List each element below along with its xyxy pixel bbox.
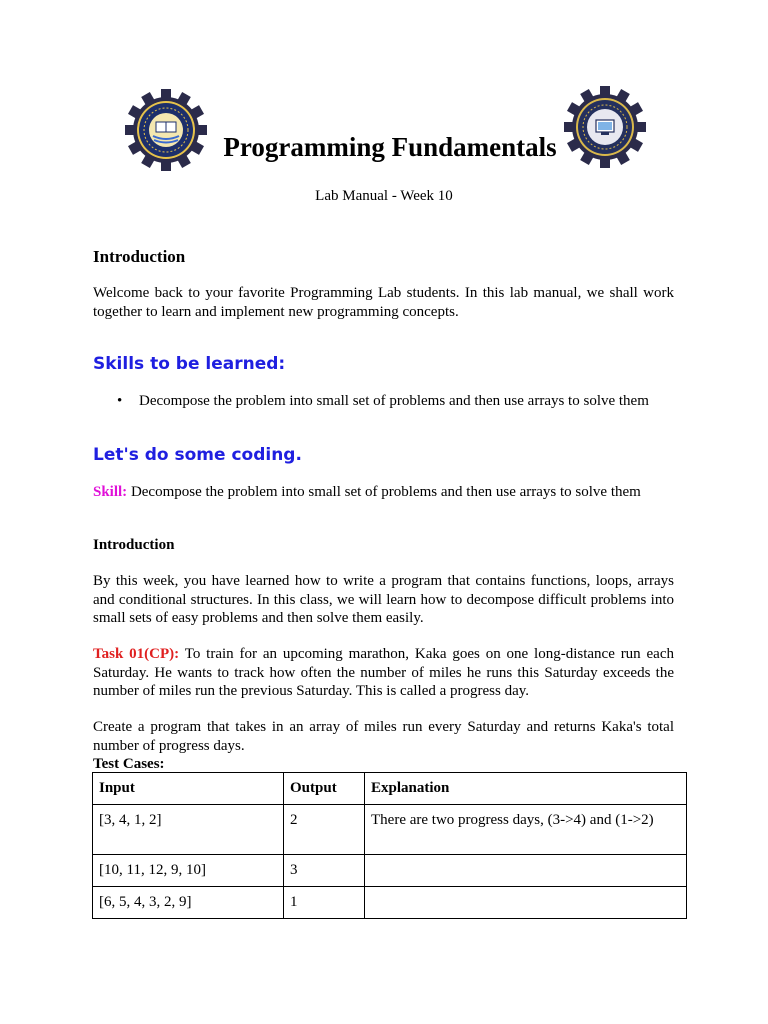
page-title: Programming Fundamentals <box>223 132 557 162</box>
skill-item-text: Decompose the problem into small set of problems and then use arrays to solve them <box>139 393 649 409</box>
column-header-explanation: Explanation <box>365 773 687 805</box>
skill-paragraph <box>93 483 674 502</box>
skills-heading: Skills to be learned: <box>93 354 286 374</box>
cell-input: [10, 11, 12, 9, 10] <box>93 855 284 887</box>
table-row <box>93 805 687 855</box>
task-label: Task 01(CP): <box>93 646 180 662</box>
introduction-heading: Introduction <box>93 247 186 266</box>
coding-heading: Let's do some coding. <box>93 445 302 465</box>
cell-explanation <box>365 855 687 887</box>
skills-list <box>93 392 674 411</box>
cell-output: 2 <box>284 805 365 855</box>
task-paragraph-2: Create a program that takes in an array of miles run every Saturday and returns Kaka's total number of progress days. <box>93 719 674 754</box>
table-header-row <box>93 773 687 805</box>
page-subtitle: Lab Manual - Week 10 <box>315 188 453 204</box>
table-row <box>93 855 687 887</box>
task-paragraph <box>93 645 674 701</box>
cell-input: [6, 5, 4, 3, 2, 9] <box>93 887 284 919</box>
introduction-paragraph: Welcome back to your favorite Programming Lab students. In this lab manual, we shall work together to learn and implement new programming concepts. <box>93 285 674 320</box>
task-text: To train for an upcoming marathon, Kaka goes on one long-distance run each Saturday. He wants to track how often the number of miles he runs this Saturday exceeds the number of miles run the previous Saturday. This is called a progress day. <box>93 646 674 699</box>
cell-output: 3 <box>284 855 365 887</box>
cell-input: [3, 4, 1, 2] <box>93 805 284 855</box>
list-item <box>93 392 674 411</box>
test-cases-table <box>92 772 687 919</box>
test-cases-heading: Test Cases: <box>93 756 165 772</box>
cell-explanation <box>365 887 687 919</box>
cell-explanation: There are two progress days, (3->4) and (1->2) <box>365 805 687 855</box>
bullet-icon: • <box>117 393 123 409</box>
column-header-input: Input <box>93 773 284 805</box>
cell-output: 1 <box>284 887 365 919</box>
skill-text: Decompose the problem into small set of problems and then use arrays to solve them <box>127 484 641 500</box>
column-header-output: Output <box>284 773 365 805</box>
table-row <box>93 887 687 919</box>
introduction-heading-2: Introduction <box>93 537 175 553</box>
introduction-paragraph-2: By this week, you have learned how to write a program that contains functions, loops, arrays and conditional structures. In this class, we will learn how to decompose difficult problems into small sets of easy problems and then solve them easily. <box>93 573 674 626</box>
skill-label: Skill: <box>93 484 128 500</box>
